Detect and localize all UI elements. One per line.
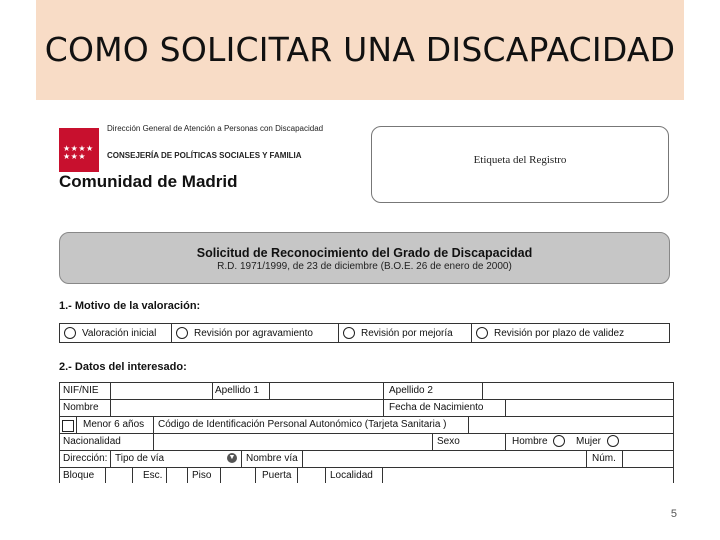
num-label: Núm. — [592, 453, 616, 464]
apellido2-label: Apellido 2 — [389, 385, 433, 396]
nif-label: NIF/NIE — [63, 385, 99, 396]
direccion-label: Dirección: — [63, 453, 108, 464]
radio-icon[interactable] — [343, 327, 355, 339]
chevron-down-icon: ▼ — [228, 454, 236, 462]
form-image — [39, 101, 680, 483]
nombre-label: Nombre — [63, 402, 99, 413]
option-valoracion-inicial[interactable] — [60, 324, 172, 342]
table-row — [60, 383, 673, 400]
banner-subtitle: R.D. 1971/1999, de 23 de diciembre (B.O.E. 26 de enero de 2000) — [217, 261, 512, 272]
option-revision-plazo[interactable] — [472, 324, 669, 342]
fecha-nacimiento-label: Fecha de Nacimiento — [389, 402, 484, 413]
flag-stars: ★★★★ ★★★ — [63, 144, 94, 161]
section1-heading: 1.- Motivo de la valoración: — [59, 300, 201, 312]
sexo-label: Sexo — [437, 436, 460, 447]
radio-icon[interactable] — [64, 327, 76, 339]
org-line1: Dirección General de Atención a Personas con Discapacidad — [107, 124, 324, 133]
menor-label: Menor 6 años — [83, 419, 145, 430]
option-label: Revisión por agravamiento — [194, 327, 313, 339]
brand-name: Comunidad de Madrid — [59, 172, 238, 191]
table-row — [60, 400, 673, 417]
localidad-label: Localidad — [330, 470, 373, 481]
radio-icon[interactable] — [553, 435, 565, 447]
table-row — [60, 434, 673, 451]
nombre-via-label: Nombre vía — [246, 453, 298, 464]
apellido2-field[interactable] — [484, 383, 672, 399]
mujer-option[interactable] — [573, 434, 619, 450]
option-label: Valoración inicial — [82, 327, 157, 339]
table-row — [60, 468, 673, 483]
section2-heading: 2.- Datos del interesado: — [59, 361, 187, 373]
slide-title: COMO SOLICITAR UNA DISCAPACIDAD — [44, 30, 676, 69]
radio-icon[interactable] — [607, 435, 619, 447]
bloque-field[interactable] — [107, 468, 135, 483]
page-number: 5 — [670, 508, 677, 520]
nif-field[interactable] — [112, 383, 215, 399]
radio-icon[interactable] — [476, 327, 488, 339]
org-line2: CONSEJERÍA DE POLÍTICAS SOCIALES Y FAMILIA — [107, 151, 302, 160]
tipo-via-label: Tipo de vía — [115, 453, 165, 464]
piso-field[interactable] — [222, 468, 255, 483]
hombre-option[interactable] — [509, 434, 565, 450]
madrid-flag-logo — [59, 128, 99, 172]
tipo-via-dropdown[interactable] — [224, 451, 237, 467]
banner-title: Solicitud de Reconocimiento del Grado de Discapacidad — [196, 246, 533, 260]
codigo-label: Código de Identificación Personal Autonómico (Tarjeta Sanitaria ) — [158, 419, 447, 430]
num-field[interactable] — [624, 451, 672, 467]
registry-box — [371, 126, 669, 203]
personal-data-table — [59, 382, 674, 483]
piso-label: Piso — [192, 470, 212, 481]
menor-checkbox[interactable] — [62, 420, 74, 432]
option-label: Revisión por plazo de validez — [494, 327, 625, 339]
option-revision-mejoria[interactable] — [339, 324, 472, 342]
puerta-label: Puerta — [262, 470, 292, 481]
fecha-nacimiento-field[interactable] — [507, 400, 670, 416]
apellido1-label: Apellido 1 — [215, 385, 259, 396]
esc-label: Esc. — [143, 470, 163, 481]
table-row — [60, 417, 673, 434]
nacionalidad-label: Nacionalidad — [63, 436, 121, 447]
option-revision-agravamiento[interactable] — [172, 324, 339, 342]
form-banner — [59, 232, 670, 284]
localidad-field[interactable] — [384, 468, 672, 483]
mujer-label: Mujer — [576, 436, 602, 447]
nacionalidad-field[interactable] — [155, 434, 433, 450]
nombre-via-field[interactable] — [304, 451, 587, 467]
title-band — [36, 0, 684, 100]
option-label: Revisión por mejoría — [361, 327, 453, 339]
nombre-field[interactable] — [112, 400, 385, 416]
motive-options — [59, 323, 670, 343]
apellido1-field[interactable] — [271, 383, 384, 399]
table-row — [60, 451, 673, 468]
puerta-field[interactable] — [299, 468, 327, 483]
bloque-label: Bloque — [63, 470, 95, 481]
codigo-field[interactable] — [470, 417, 673, 433]
registry-label: Etiqueta del Registro — [473, 154, 567, 166]
hombre-label: Hombre — [512, 436, 548, 447]
radio-icon[interactable] — [176, 327, 188, 339]
